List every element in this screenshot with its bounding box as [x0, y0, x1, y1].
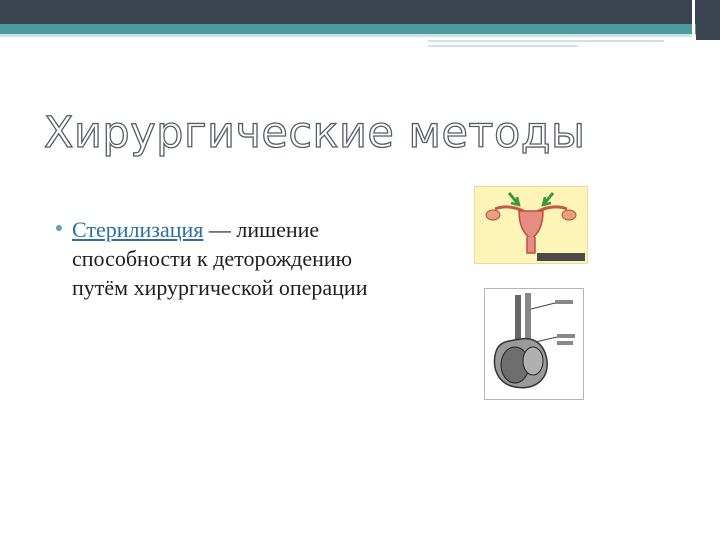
- corner-decoration: [696, 0, 720, 40]
- testis-illustration-icon: [484, 288, 584, 400]
- bullet-item: [56, 215, 386, 302]
- decorative-rule: [428, 40, 664, 42]
- header-bar: [0, 0, 720, 24]
- slide-title: Хирургические методы: [44, 108, 586, 158]
- header-accent-strip: [0, 24, 720, 34]
- header-accent-line: [0, 34, 720, 37]
- bullet-icon: [56, 225, 62, 231]
- term-link[interactable]: Стерилизация: [72, 217, 204, 242]
- bullet-body: — лишение способности к деторождению путём хирургической операции: [72, 217, 368, 300]
- bullet-text: [72, 215, 386, 302]
- decorative-rule: [428, 45, 578, 47]
- uterus-illustration-icon: [474, 186, 588, 264]
